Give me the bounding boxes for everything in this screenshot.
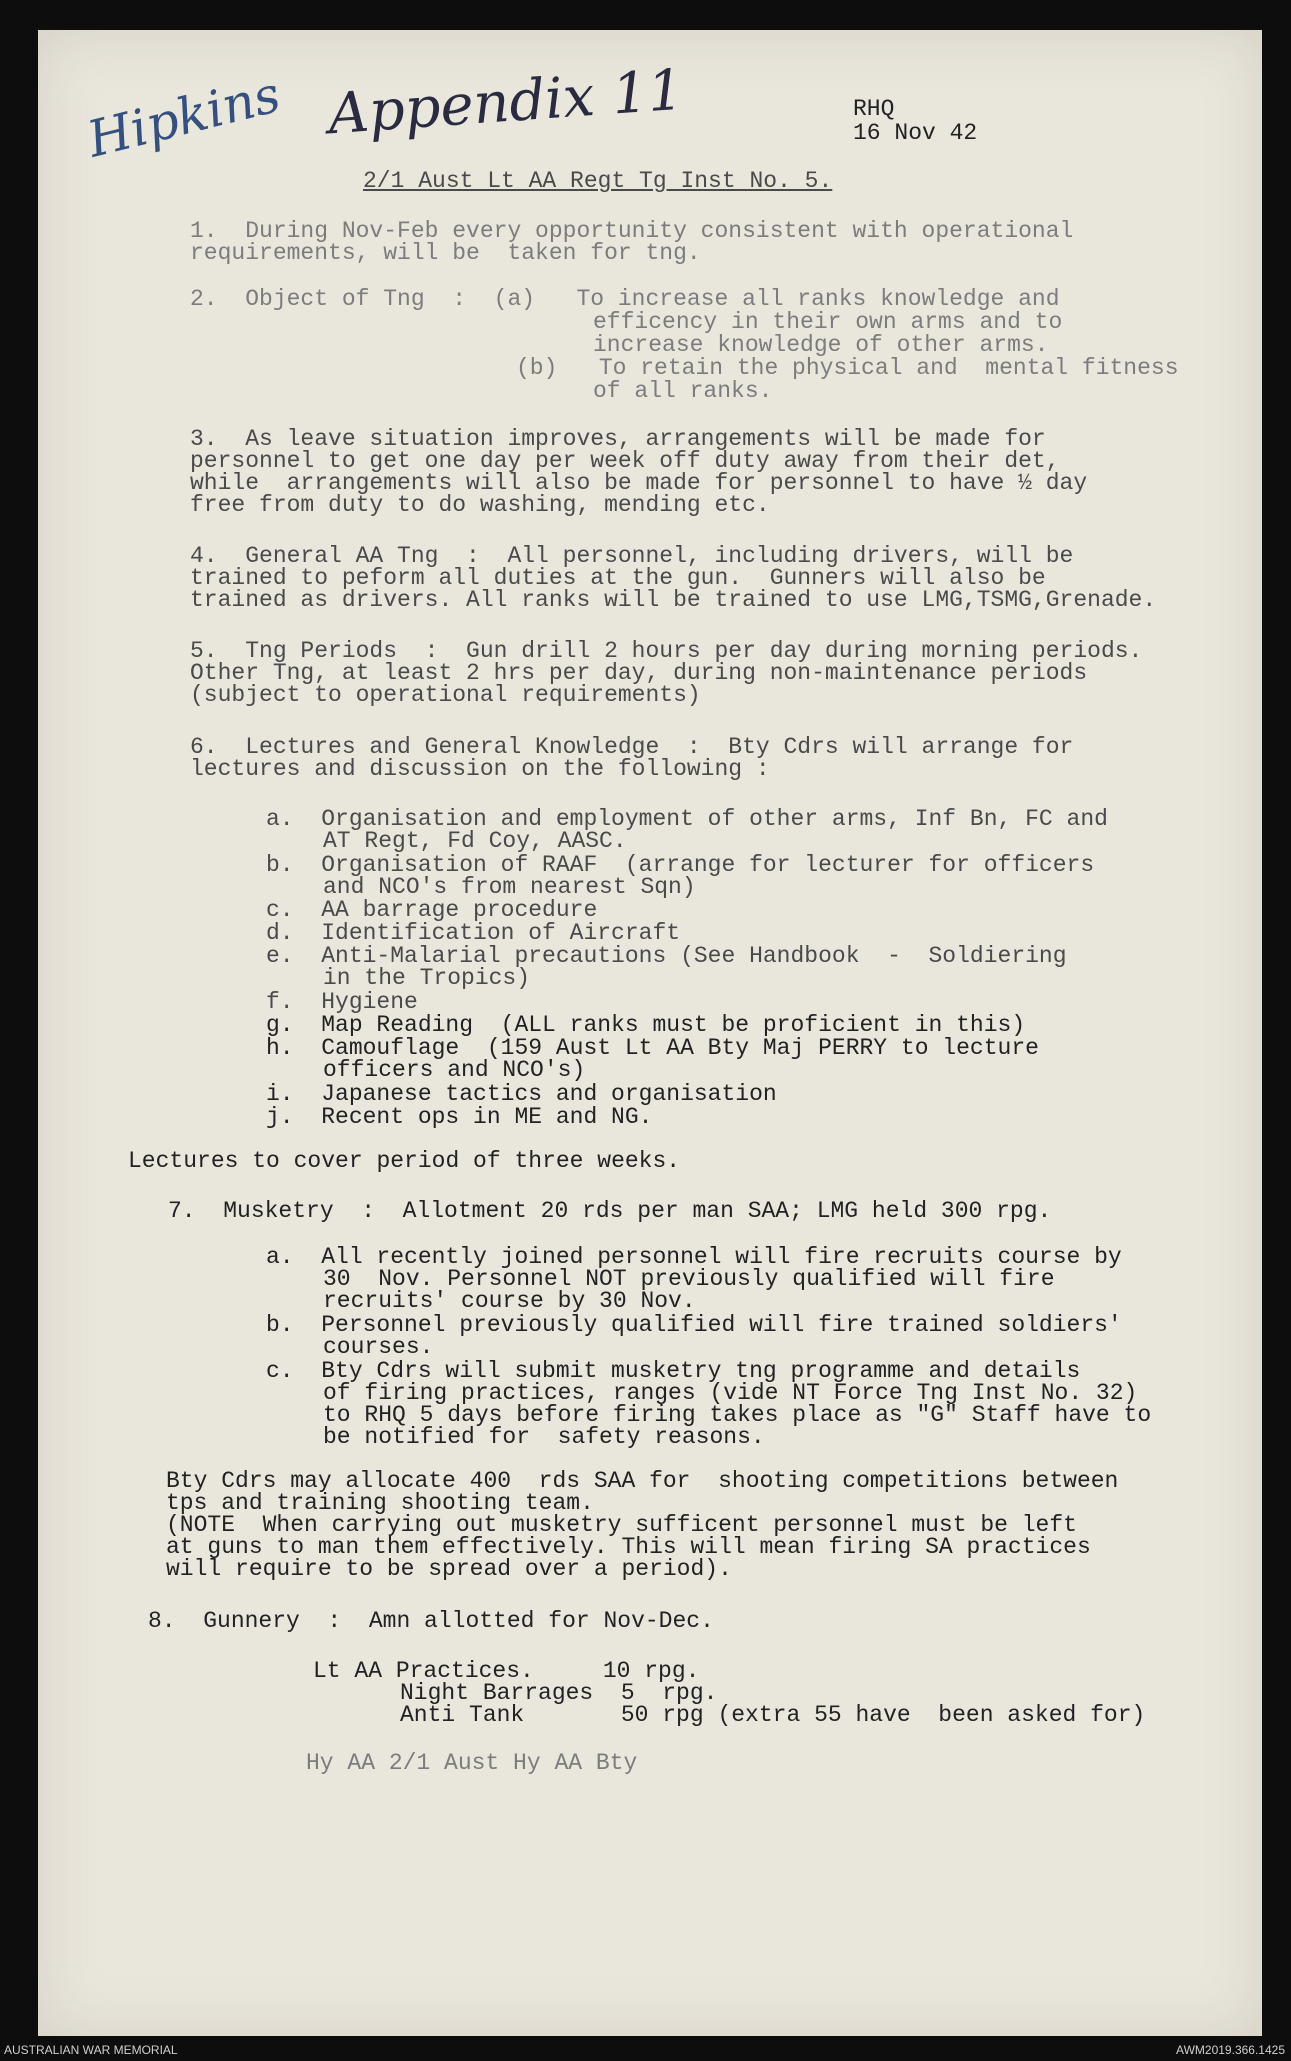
note-line-1: (NOTE When carrying out musketry sufficent personnel must be left — [166, 1512, 1077, 1538]
handwritten-name: Hipkins — [81, 65, 286, 169]
musketry-c-line-3: to RHQ 5 days before firing takes place as "G" Staff have to — [323, 1402, 1152, 1428]
gunnery-night-barrages: Night Barrages 5 rpg. — [400, 1680, 718, 1706]
item-e-line-1: e. Anti-Malarial precautions (See Handbook - Soldiering — [266, 943, 1067, 969]
item-b-line-1: b. Organisation of RAAF (arrange for lecturer for officers — [266, 852, 1095, 878]
musketry-a-line-3: recruits' course by 30 Nov. — [323, 1288, 696, 1314]
musketry-b-line-1: b. Personnel previously qualified will fire trained soldiers' — [266, 1312, 1122, 1338]
para-7-line-1: 7. Musketry : Allotment 20 rds per man SAA; LMG held 300 rpg. — [168, 1198, 1052, 1224]
item-h-line-1: h. Camouflage (159 Aust Lt AA Bty Maj PERRY to lecture — [266, 1035, 1039, 1061]
para-4-line-3: trained as drivers. All ranks will be trained to use LMG,TSMG,Grenade. — [190, 587, 1157, 613]
item-j: j. Recent ops in ME and NG. — [266, 1104, 653, 1130]
item-h-line-2: officers and NCO's) — [323, 1057, 586, 1083]
typed-document-sheet — [38, 30, 1262, 2036]
musketry-c-line-4: be notified for safety reasons. — [323, 1424, 765, 1450]
item-b-line-2: and NCO's from nearest Sqn) — [323, 874, 696, 900]
para-4-line-2: trained to peform all duties at the gun. Gunners will also be — [190, 565, 1046, 591]
archive-footer — [0, 2040, 1291, 2061]
para-2-line-1: 2. Object of Tng : (a) To increase all ranks knowledge and — [190, 286, 1060, 312]
item-f: f. Hygiene — [266, 989, 418, 1015]
para-4-line-1: 4. General AA Tng : All personnel, including drivers, will be — [190, 543, 1074, 569]
para-2-line-5: of all ranks. — [593, 378, 773, 404]
item-a-line-2: AT Regt, Fd Coy, AASC. — [323, 828, 627, 854]
para-3-line-3: while arrangements will also be made for personnel to have ½ day — [190, 470, 1088, 496]
para-1-line-2: requirements, will be taken for tng. — [190, 240, 701, 266]
para-6-line-1: 6. Lectures and General Knowledge : Bty Cdrs will arrange for — [190, 734, 1074, 760]
para-1-line-1: 1. During Nov-Feb every opportunity consistent with operational — [190, 218, 1074, 244]
musketry-a-line-1: a. All recently joined personnel will fire recruits course by — [266, 1244, 1122, 1270]
lectures-note: Lectures to cover period of three weeks. — [128, 1148, 681, 1174]
item-a-line-1: a. Organisation and employment of other arms, Inf Bn, FC and — [266, 806, 1108, 832]
para-5-line-3: (subject to operational requirements) — [190, 682, 701, 708]
allocation-line-2: tps and training shooting team. — [166, 1490, 594, 1516]
note-line-2: at guns to man them effectively. This will mean firing SA practices — [166, 1534, 1091, 1560]
item-g: g. Map Reading (ALL ranks must be proficient in this) — [266, 1012, 1026, 1038]
para-3-line-4: free from duty to do washing, mending etc. — [190, 492, 770, 518]
para-2-line-4: (b) To retain the physical and mental fitness — [516, 355, 1179, 381]
musketry-b-line-2: courses. — [323, 1334, 434, 1360]
para-3-line-1: 3. As leave situation improves, arrangements will be made for — [190, 426, 1046, 452]
header-date: 16 Nov 42 — [853, 120, 978, 146]
gunnery-lt-aa: Lt AA Practices. 10 rpg. — [313, 1658, 700, 1684]
instruction-title: 2/1 Aust Lt AA Regt Tg Inst No. 5. — [363, 168, 833, 194]
gunnery-hy-aa: Hy AA 2/1 Aust Hy AA Bty — [306, 1750, 638, 1776]
para-8-line-1: 8. Gunnery : Amn allotted for Nov-Dec. — [148, 1608, 714, 1634]
allocation-line-1: Bty Cdrs may allocate 400 rds SAA for shooting competitions between — [166, 1468, 1119, 1494]
musketry-c-line-2: of firing practices, ranges (vide NT Force Tng Inst No. 32) — [323, 1380, 1138, 1406]
para-6-line-2: lectures and discussion on the following : — [190, 756, 770, 782]
para-2-line-3: increase knowledge of other arms. — [593, 332, 1049, 358]
item-d: d. Identification of Aircraft — [266, 920, 681, 946]
musketry-a-line-2: 30 Nov. Personnel NOT previously qualified will fire — [323, 1266, 1055, 1292]
item-e-line-2: in the Tropics) — [323, 965, 531, 991]
gunnery-anti-tank: Anti Tank 50 rpg (extra 55 have been asked for) — [400, 1702, 1146, 1728]
footer-institution: AUSTRALIAN WAR MEMORIAL — [4, 2043, 178, 2057]
item-c: c. AA barrage procedure — [266, 897, 598, 923]
para-5-line-1: 5. Tng Periods : Gun drill 2 hours per day during morning periods. — [190, 638, 1143, 664]
footer-catalogue-number: AWM2019.366.1425 — [1176, 2043, 1285, 2057]
para-3-line-2: personnel to get one day per week off duty away from their det, — [190, 448, 1060, 474]
note-line-3: will require to be spread over a period). — [166, 1556, 732, 1582]
handwritten-appendix-label: Appendix 11 — [326, 57, 686, 148]
header-unit: RHQ — [853, 96, 895, 122]
item-i: i. Japanese tactics and organisation — [266, 1081, 777, 1107]
musketry-c-line-1: c. Bty Cdrs will submit musketry tng programme and details — [266, 1358, 1081, 1384]
para-2-line-2: efficency in their own arms and to — [593, 309, 1063, 335]
para-5-line-2: Other Tng, at least 2 hrs per day, during non-maintenance periods — [190, 660, 1088, 686]
